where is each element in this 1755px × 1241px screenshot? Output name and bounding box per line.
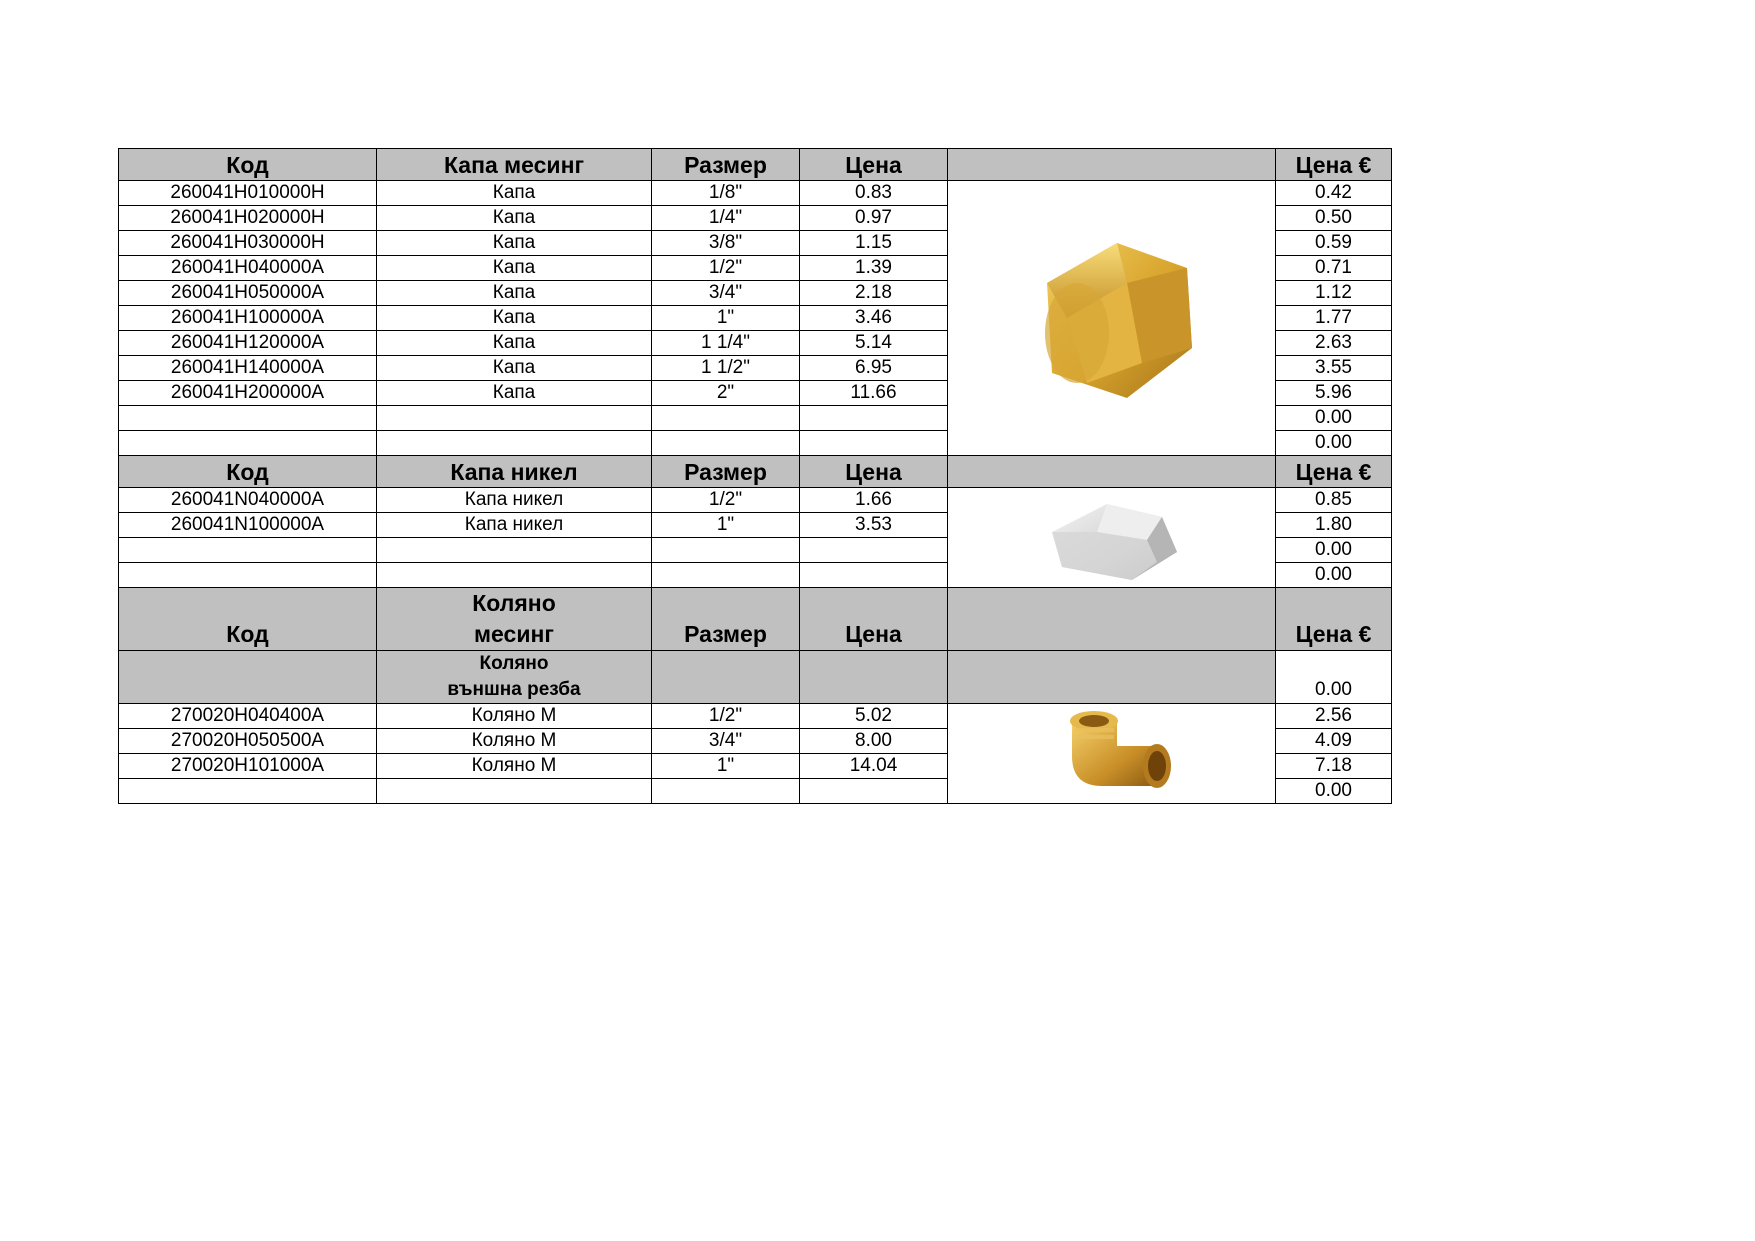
cell-name: Капа [377,281,652,306]
cell-code: 260041H020000H [119,206,377,231]
table-header-row [119,588,1392,651]
cell-size: 1/2" [652,488,800,513]
header-name: Капа никел [377,456,652,488]
brass-cap-icon [1007,223,1217,413]
cell-name: Капа [377,206,652,231]
header-price-eur: Цена € [1276,588,1392,651]
cell-name [377,406,652,431]
cell-code: 260041H010000H [119,181,377,206]
cell-size [652,538,800,563]
cell-code: 260041H050000A [119,281,377,306]
cell-name: Капа никел [377,513,652,538]
cell-price: 2.18 [800,281,948,306]
cell-code [119,406,377,431]
header-price-eur: Цена € [1276,149,1392,181]
cell-name [377,563,652,588]
cell-size: 1 1/2" [652,356,800,381]
header-name [377,588,652,651]
cell-code [119,563,377,588]
cell-price-eur: 1.80 [1276,513,1392,538]
cell-code [119,431,377,456]
cell-size: 1" [652,754,800,779]
cell-size: 3/4" [652,729,800,754]
cell-price: 5.14 [800,331,948,356]
cell-name: Капа [377,256,652,281]
cell-price-eur: 7.18 [1276,754,1392,779]
cell-price-eur: 0.00 [1276,431,1392,456]
cell-price-eur: 2.63 [1276,331,1392,356]
cell-price-eur: 0.71 [1276,256,1392,281]
cell-price [800,538,948,563]
cell-price: 1.39 [800,256,948,281]
subheader-line2: външна резба [447,679,581,700]
cell-name: Капа никел [377,488,652,513]
cell-code [119,538,377,563]
header-code: Код [119,456,377,488]
header-size: Размер [652,456,800,488]
cell-size: 1" [652,306,800,331]
cell-name: Коляно М [377,704,652,729]
cell-price-eur: 1.12 [1276,281,1392,306]
cell-size: 3/4" [652,281,800,306]
cell-name: Капа [377,231,652,256]
cell-price-eur: 2.56 [1276,704,1392,729]
cell-price-eur: 0.42 [1276,181,1392,206]
header-image [948,149,1276,181]
subheader-code [119,651,377,704]
cell-price [800,406,948,431]
cell-price-eur: 0.00 [1276,563,1392,588]
subheader-name [377,651,652,704]
cell-size [652,563,800,588]
cell-size: 1/2" [652,704,800,729]
table-header-row [119,149,1392,181]
cell-code: 260041H040000A [119,256,377,281]
subheader-price-eur: 0.00 [1276,651,1392,704]
brass-cap-image [948,181,1276,456]
cell-price-eur: 0.00 [1276,538,1392,563]
cell-size: 1/8" [652,181,800,206]
cell-name: Капа [377,381,652,406]
cell-code: 270020H050500A [119,729,377,754]
header-price: Цена [800,456,948,488]
price-table [118,148,1392,804]
header-size: Размер [652,588,800,651]
cell-price-eur: 0.00 [1276,406,1392,431]
cell-price: 8.00 [800,729,948,754]
cell-code: 260041H100000A [119,306,377,331]
cell-code: 270020H101000A [119,754,377,779]
subheader-line1: Коляно [479,653,549,674]
cell-price [800,779,948,804]
cell-price [800,431,948,456]
cell-price-eur: 5.96 [1276,381,1392,406]
cell-price: 5.02 [800,704,948,729]
cell-price-eur: 0.50 [1276,206,1392,231]
cell-size: 1 1/4" [652,331,800,356]
cell-name: Коляно М [377,754,652,779]
header-name-line2: месинг [474,621,554,647]
cell-name: Капа [377,306,652,331]
header-image [948,456,1276,488]
table-row [119,488,1392,513]
cell-name [377,431,652,456]
nickel-cap-image [948,488,1276,588]
cell-price: 14.04 [800,754,948,779]
header-name-line1: Коляно [472,590,556,616]
table-row [119,181,1392,206]
cell-size [652,406,800,431]
cell-code: 260041H120000A [119,331,377,356]
cell-size: 1/4" [652,206,800,231]
table-header-row [119,456,1392,488]
cell-price-eur: 0.59 [1276,231,1392,256]
cell-size: 1/2" [652,256,800,281]
cell-price-eur: 4.09 [1276,729,1392,754]
cell-size: 2" [652,381,800,406]
cell-code: 270020H040400A [119,704,377,729]
cell-price: 3.46 [800,306,948,331]
cell-price [800,563,948,588]
cell-code: 260041N040000A [119,488,377,513]
cell-price-eur: 1.77 [1276,306,1392,331]
header-name: Капа месинг [377,149,652,181]
cell-code: 260041H140000A [119,356,377,381]
cell-size: 3/8" [652,231,800,256]
cell-name [377,779,652,804]
cell-size [652,431,800,456]
cell-size [652,779,800,804]
cell-price: 11.66 [800,381,948,406]
cell-name: Капа [377,331,652,356]
cell-price: 0.97 [800,206,948,231]
header-size: Размер [652,149,800,181]
header-code: Код [119,588,377,651]
cell-price: 1.66 [800,488,948,513]
cell-price-eur: 0.85 [1276,488,1392,513]
cell-code [119,779,377,804]
cell-code: 260041N100000A [119,513,377,538]
header-price: Цена [800,588,948,651]
cell-size: 1" [652,513,800,538]
cell-name: Капа [377,356,652,381]
cell-price: 0.83 [800,181,948,206]
subheader-size [652,651,800,704]
table-row [119,704,1392,729]
cell-price: 1.15 [800,231,948,256]
header-image [948,588,1276,651]
cell-code: 260041H030000H [119,231,377,256]
subheader-price [800,651,948,704]
subheader-image [948,651,1276,704]
cell-name: Коляно М [377,729,652,754]
nickel-cap-icon [1037,492,1187,584]
header-price-eur: Цена € [1276,456,1392,488]
cell-price: 3.53 [800,513,948,538]
cell-price: 6.95 [800,356,948,381]
header-price: Цена [800,149,948,181]
subheader-row [119,651,1392,704]
cell-code: 260041H200000A [119,381,377,406]
brass-elbow-image [948,704,1276,804]
cell-price-eur: 0.00 [1276,779,1392,804]
header-code: Код [119,149,377,181]
cell-name: Капа [377,181,652,206]
cell-name [377,538,652,563]
brass-elbow-icon [1042,706,1182,801]
cell-price-eur: 3.55 [1276,356,1392,381]
